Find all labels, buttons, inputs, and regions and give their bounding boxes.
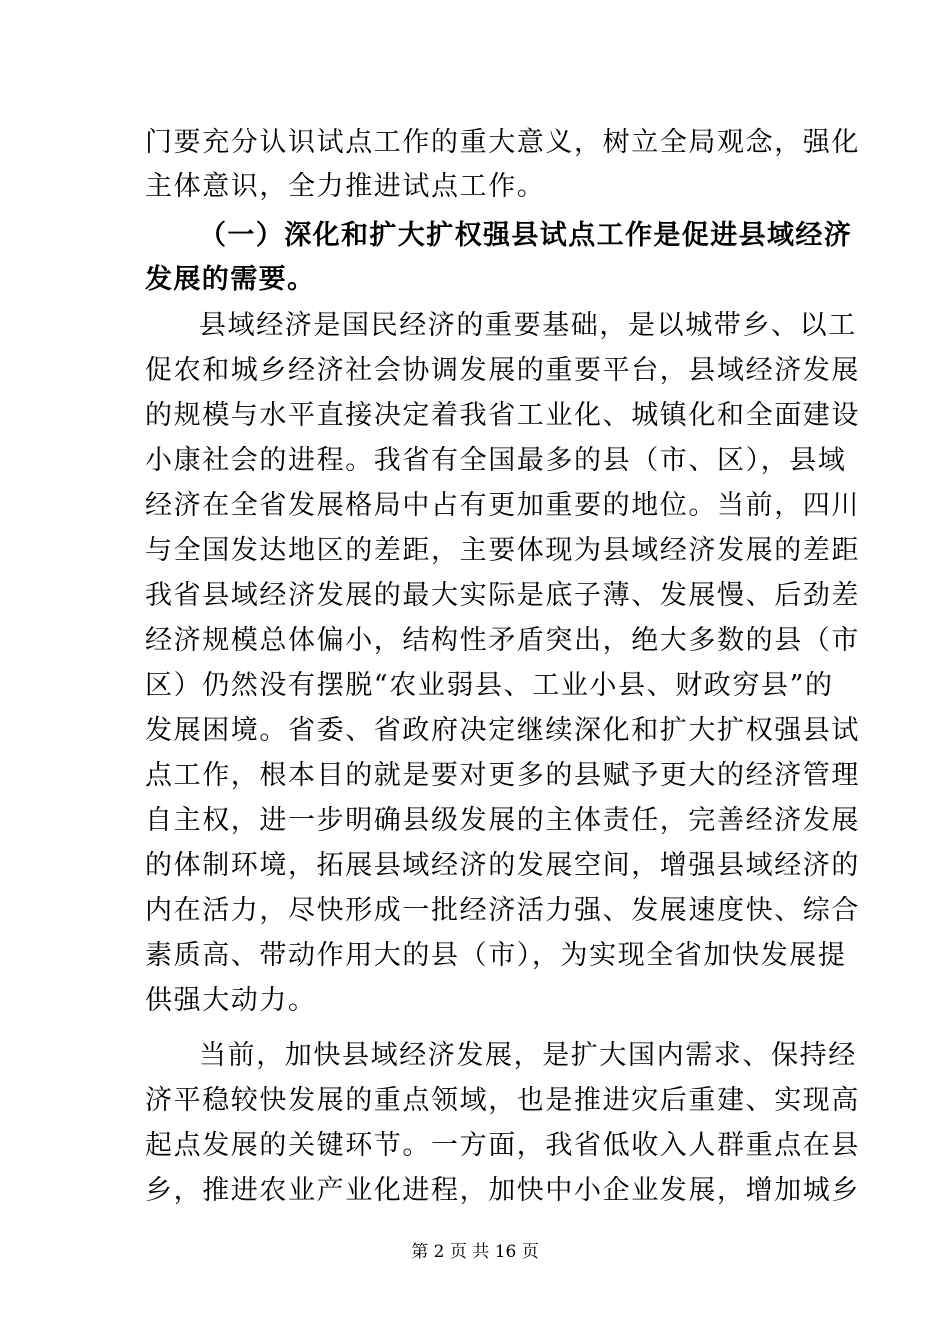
section-heading: （一）深化和扩大扩权强县试点工作是促进县域经济	[199, 220, 853, 251]
body-text-line: 自主权，进一步明确县级发展的主体责任，完善经济发展	[145, 805, 860, 836]
body-text-line: 门要充分认识试点工作的重大意义，树立全局观念，强化	[145, 127, 860, 158]
body-text-line: 我省县域经济发展的最大实际是底子薄、发展慢、后劲差	[145, 580, 860, 611]
paragraph-first-line: 当前，加快县域经济发展，是扩大国内需求、保持经	[199, 1040, 857, 1071]
body-text-line: 内在活力，尽快形成一批经济活力强、发展速度快、综合	[145, 895, 860, 926]
body-text-line: 乡，推进农业产业化进程，加快中小企业发展，增加城乡	[145, 1175, 860, 1206]
body-text-line: 素质高、带动作用大的县（市），为实现全省加快发展提	[145, 940, 847, 971]
body-text-line: 小康社会的进程。我省有全国最多的县（市、区），县域	[145, 445, 847, 476]
body-text-line: 起点发展的关键环节。一方面，我省低收入人群重点在县	[145, 1130, 860, 1161]
section-heading: 发展的需要。	[145, 264, 316, 295]
body-text-line: 经济在全省发展格局中占有更加重要的地位。当前，四川	[145, 490, 860, 521]
body-text-line: 与全国发达地区的差距，主要体现为县域经济发展的差距	[145, 535, 860, 566]
body-text-line: 区）仍然没有摆脱“农业弱县、工业小县、财政穷县”的	[145, 670, 834, 701]
body-text-line: 发展困境。省委、省政府决定继续深化和扩大扩权强县试	[145, 715, 860, 746]
body-text-line: 的体制环境，拓展县域经济的发展空间，增强县域经济的	[145, 850, 860, 881]
body-text-line: 济平稳较快发展的重点领域，也是推进灾后重建、实现高	[145, 1085, 860, 1116]
body-text-line: 促农和城乡经济社会协调发展的重要平台，县域经济发展	[145, 355, 860, 386]
body-text-line: 供强大动力。	[145, 985, 317, 1016]
page-number-footer: 第 2 页 共 16 页	[411, 1242, 539, 1262]
body-text-line: 主体意识，全力推进试点工作。	[145, 171, 546, 202]
body-text-line: 经济规模总体偏小，结构性矛盾突出，绝大多数的县（市	[145, 625, 860, 656]
paragraph-first-line: 县域经济是国民经济的重要基础，是以城带乡、以工	[199, 310, 857, 341]
body-text-line: 点工作，根本目的就是要对更多的县赋予更大的经济管理	[145, 760, 860, 791]
body-text-line: 的规模与水平直接决定着我省工业化、城镇化和全面建设	[145, 400, 860, 431]
